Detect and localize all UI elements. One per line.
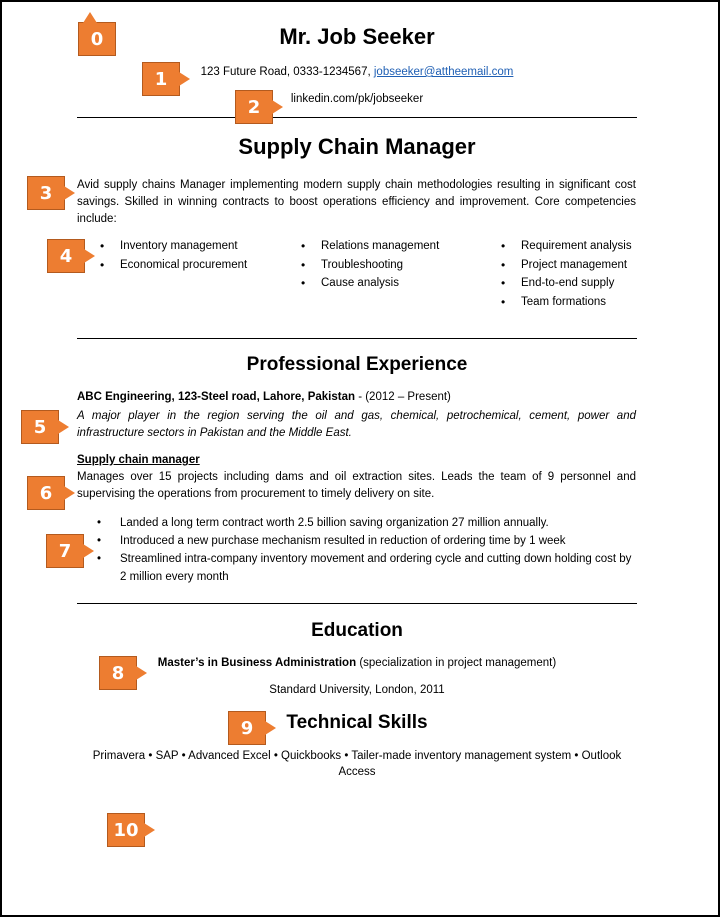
callout-pointer-icon: [136, 666, 147, 680]
callout-marker: [235, 90, 273, 124]
callout-pointer-icon: [144, 823, 155, 837]
callout-number: 0: [90, 28, 104, 50]
callout-number: 3: [39, 182, 53, 204]
summary-paragraph: Avid supply chains Manager implementing modern supply chain methodologies resulting in significant cost savings. Skilled in winning contracts to boost operations efficiency and improvement. Core competencies include:: [77, 179, 636, 225]
callout-pointer-icon: [272, 100, 283, 114]
list-item: • Introduced a new purchase mechanism resulted in reduction of ordering time by 1 week: [97, 532, 637, 550]
callout-number: 9: [240, 717, 254, 739]
callout-number: 8: [111, 662, 125, 684]
callout-pointer-icon: [84, 249, 95, 263]
callout-marker: [27, 476, 65, 510]
section-heading-education: Education: [311, 620, 403, 641]
callout-pointer-icon: [179, 72, 190, 86]
list-item: • Relations management: [301, 238, 461, 256]
callout-pointer-icon: [64, 186, 75, 200]
list-item: • Inventory management: [100, 238, 260, 256]
callout-marker: [142, 62, 180, 96]
job-title: Supply Chain Manager: [238, 134, 476, 159]
degree-line: [77, 657, 637, 669]
skills-line-2: Access: [338, 766, 376, 778]
skills-list: [77, 748, 637, 780]
callout-marker: [47, 239, 85, 273]
list-item: • Economical procurement: [100, 257, 260, 275]
callout-pointer-icon: [83, 12, 97, 23]
company-name: ABC Engineering, 123-Steel road, Lahore, Pakistan: [77, 391, 355, 403]
section-heading-experience: Professional Experience: [246, 354, 468, 375]
divider: [77, 117, 637, 118]
callout-number: 6: [39, 482, 53, 504]
list-item: • End-to-end supply: [501, 275, 651, 293]
callout-number: 1: [154, 68, 168, 90]
callout-number: 2: [247, 96, 261, 118]
callout-number: 5: [33, 416, 47, 438]
university-line: Standard University, London, 2011: [269, 684, 445, 696]
competency-column: [100, 238, 260, 275]
degree-name: Master’s in Business Administration: [157, 657, 357, 669]
section-heading-skills: Technical Skills: [286, 712, 428, 733]
list-item: • Requirement analysis: [501, 238, 651, 256]
competency-column: [501, 238, 651, 312]
callout-pointer-icon: [265, 721, 276, 735]
email-link[interactable]: jobseeker@attheemail.com: [373, 66, 514, 78]
callout-number: 4: [59, 245, 73, 267]
role-description: Manages over 15 projects including dams and oil extraction sites. Leads the team of 9 personnel and supervising the operations from procurement to timely delivery on site.: [77, 471, 636, 500]
callout-marker: [78, 22, 116, 56]
callout-marker: [27, 176, 65, 210]
callout-marker: [46, 534, 84, 568]
company-line: [77, 391, 451, 403]
callout-marker: [99, 656, 137, 690]
linkedin-url: linkedin.com/pk/jobseeker: [290, 93, 424, 105]
callout-pointer-icon: [64, 486, 75, 500]
degree-specialization: (specialization in project management): [356, 657, 557, 669]
list-item: • Team formations: [501, 294, 651, 312]
competency-column: [301, 238, 461, 294]
callout-marker: [228, 711, 266, 745]
list-item: • Landed a long term contract worth 2.5 billion saving organization 27 million annually.: [97, 514, 637, 532]
list-item: • Troubleshooting: [301, 257, 461, 275]
achievements-list: [97, 514, 637, 586]
list-item: • Cause analysis: [301, 275, 461, 293]
callout-number: 7: [58, 540, 72, 562]
skills-line-1: Primavera • SAP • Advanced Excel • Quickbooks • Tailer-made inventory management system • Outlook: [92, 750, 622, 762]
callout-marker: [21, 410, 59, 444]
divider: [77, 603, 637, 604]
callout-number: 10: [113, 819, 139, 841]
divider: [77, 338, 637, 339]
list-item: • Streamlined intra-company inventory movement and ordering cycle and cutting down holding cost by 2 million every month: [97, 550, 637, 586]
candidate-name: Mr. Job Seeker: [279, 24, 435, 49]
callout-pointer-icon: [58, 420, 69, 434]
employment-dates: - (2012 – Present): [355, 391, 451, 403]
list-item: • Project management: [501, 257, 651, 275]
company-description: A major player in the region serving the oil and gas, chemical, petrochemical, cement, power and infrastructure sectors in Pakistan and the Middle East.: [77, 410, 636, 439]
address-phone: 123 Future Road, 0333-1234567,: [200, 66, 371, 78]
role-title: Supply chain manager: [77, 454, 200, 466]
callout-marker: [107, 813, 145, 847]
callout-pointer-icon: [83, 544, 94, 558]
